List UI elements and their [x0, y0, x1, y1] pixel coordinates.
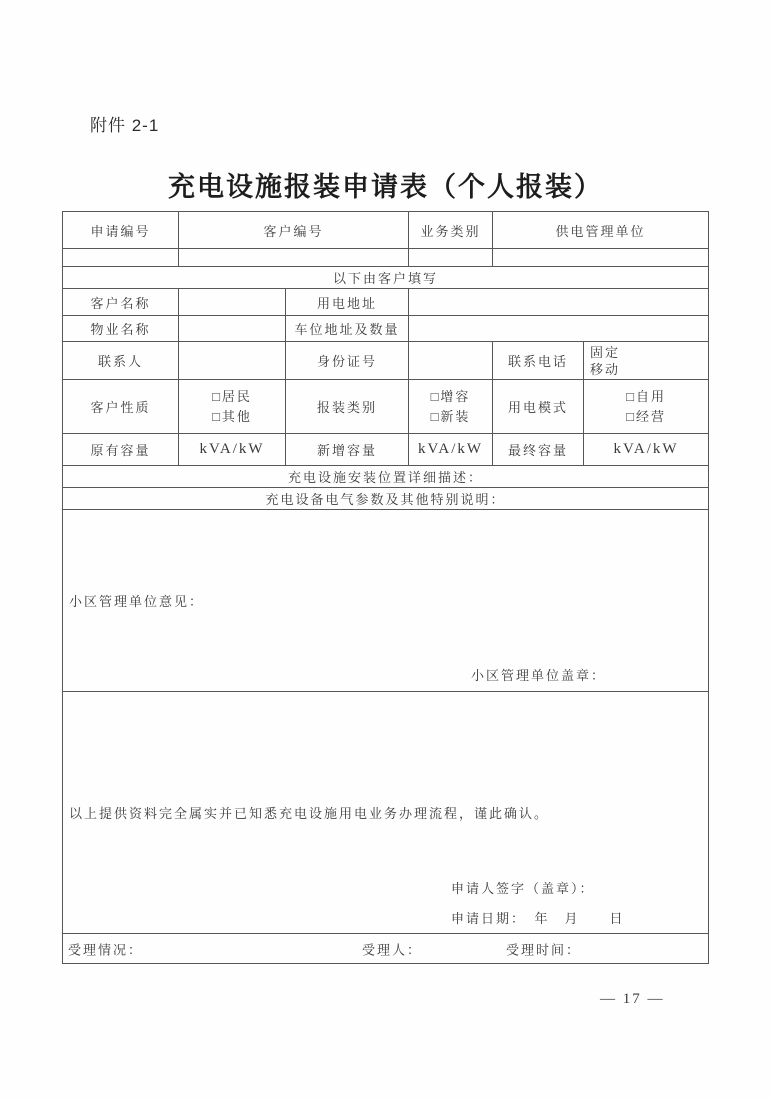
property-name-label: 物业名称 — [63, 316, 179, 342]
confirmation-cell — [63, 692, 709, 934]
customer-name-label: 客户名称 — [63, 289, 179, 316]
install-location-label: 充电设施安装位置详细描述： — [63, 466, 709, 488]
phone-type-cell — [584, 342, 709, 380]
customer-nature-row — [63, 380, 709, 434]
capacity-row — [63, 434, 709, 466]
page-number: — 17 — — [600, 991, 665, 1007]
business-category-label: 业务类别 — [409, 212, 493, 249]
usage-mode-options — [584, 380, 709, 434]
checkbox-option-resident: □居民 — [212, 388, 252, 404]
applicant-signature-label: 申请人签字（盖章）： — [451, 881, 595, 896]
install-category-options — [409, 380, 493, 434]
acceptance-status-label: 受理情况： — [68, 942, 144, 957]
id-number-value — [409, 342, 493, 380]
supply-unit-label: 供电管理单位 — [493, 212, 709, 249]
header-value-row — [63, 249, 709, 267]
confirmation-text: 以上提供资料完全属实并已知悉充电设施用电业务办理流程，谨此确认。 — [69, 806, 550, 821]
application-no-value — [63, 249, 179, 267]
customer-name-row — [63, 289, 709, 316]
customer-nature-options — [179, 380, 286, 434]
install-category-label: 报装类别 — [286, 380, 409, 434]
supply-unit-value — [493, 249, 709, 267]
checkbox-option-self-use: □自用 — [626, 388, 666, 404]
application-no-label: 申请编号 — [63, 212, 179, 249]
attachment-label: 附件 2-1 — [90, 116, 160, 135]
customer-name-value — [179, 289, 286, 316]
header-row — [63, 212, 709, 249]
acceptance-row — [63, 934, 709, 964]
fill-note-row — [63, 267, 709, 289]
final-capacity-label: 最终容量 — [493, 434, 584, 466]
checkbox-option-capacity-increase: □增容 — [430, 388, 471, 404]
application-date-label: 申请日期： 年 月 日 — [451, 911, 625, 926]
checkbox-option-business: □经营 — [626, 408, 666, 424]
property-name-row — [63, 316, 709, 342]
customer-no-label: 客户编号 — [179, 212, 409, 249]
community-seal-label: 小区管理单位盖章： — [471, 668, 607, 683]
phone-fixed-label: 固定 — [590, 344, 621, 360]
acceptance-cell — [63, 934, 709, 964]
parking-address-value — [409, 316, 709, 342]
application-form-table — [62, 211, 709, 964]
acceptor-label: 受理人： — [362, 942, 423, 957]
acceptance-time-label: 受理时间： — [506, 942, 582, 957]
customer-nature-label: 客户性质 — [63, 380, 179, 434]
equipment-params-row — [63, 488, 709, 510]
new-capacity-unit: kVA/kW — [409, 434, 493, 466]
contact-person-label: 联系人 — [63, 342, 179, 380]
electricity-address-value — [409, 289, 709, 316]
phone-mobile-label: 移动 — [590, 361, 621, 377]
community-opinion-row — [63, 510, 709, 692]
customer-no-value — [179, 249, 409, 267]
original-capacity-unit: kVA/kW — [179, 434, 286, 466]
contact-phone-label: 联系电话 — [493, 342, 584, 380]
parking-address-label: 车位地址及数量 — [286, 316, 409, 342]
equipment-params-label: 充电设备电气参数及其他特别说明： — [63, 488, 709, 510]
property-name-value — [179, 316, 286, 342]
community-opinion-label: 小区管理单位意见： — [69, 594, 205, 609]
usage-mode-label: 用电模式 — [493, 380, 584, 434]
final-capacity-unit: kVA/kW — [584, 434, 709, 466]
checkbox-option-other: □其他 — [212, 408, 252, 424]
checkbox-option-new-install: □新装 — [430, 408, 471, 424]
new-capacity-label: 新增容量 — [286, 434, 409, 466]
contact-row — [63, 342, 709, 380]
electricity-address-label: 用电地址 — [286, 289, 409, 316]
confirmation-row — [63, 692, 709, 934]
original-capacity-label: 原有容量 — [63, 434, 179, 466]
page-title: 充电设施报装申请表（个人报装） — [168, 172, 603, 202]
business-category-value — [409, 249, 493, 267]
fill-note: 以下由客户填写 — [63, 267, 709, 289]
community-opinion-cell — [63, 510, 709, 692]
id-number-label: 身份证号 — [286, 342, 409, 380]
contact-person-value — [179, 342, 286, 380]
install-location-row — [63, 466, 709, 488]
